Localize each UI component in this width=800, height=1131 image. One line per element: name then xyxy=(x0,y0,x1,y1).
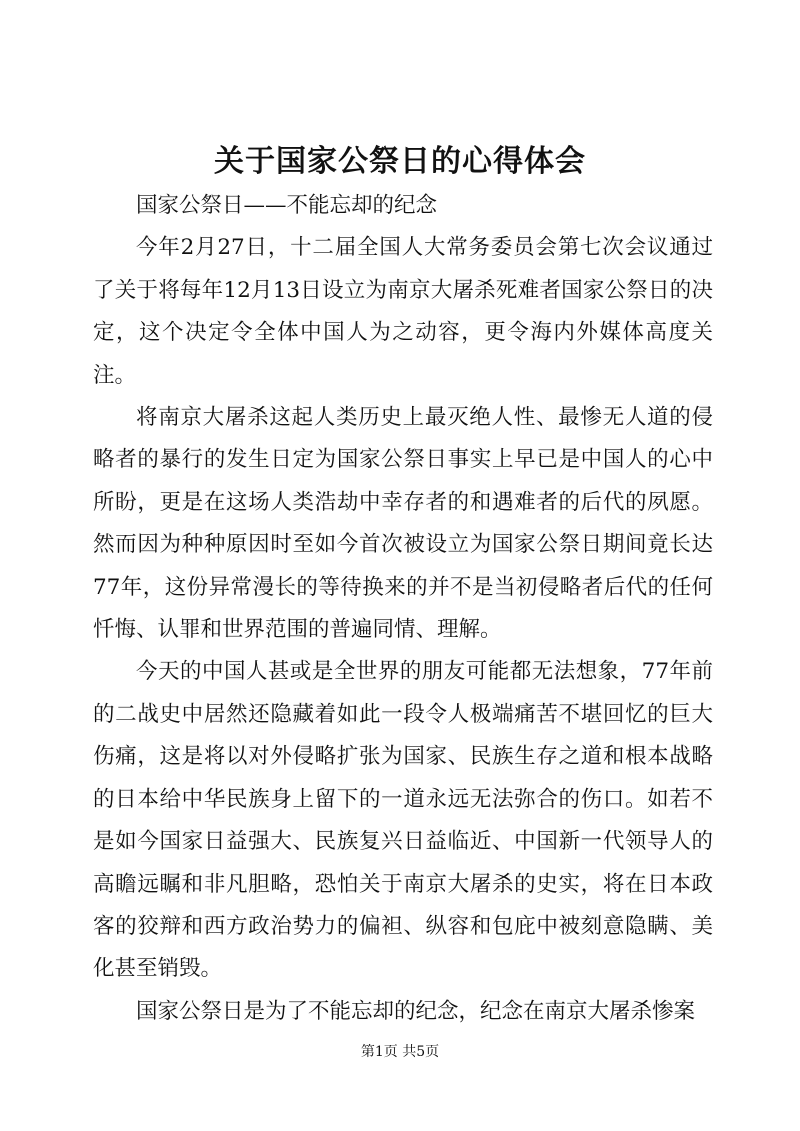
paragraph: 今年2月27日，十二届全国人大常务委员会第七次会议通过了关于将每年12月13日设立为南京大屠杀死难者国家公祭日的决定，这个决定令全体中国人为之动容，更令海内外媒体高度关注。 xyxy=(93,235,713,388)
document-title: 关于国家公祭日的心得体会 xyxy=(214,144,586,179)
paragraph: 今天的中国人甚或是全世界的朋友可能都无法想象，77年前的二战史中居然还隐藏着如此一段令人极端痛苦不堪回忆的巨大伤痛，这是将以对外侵略扩张为国家、民族生存之道和根本战略的日本给中华民族身上留下的一道永远无法弥合的伤口。如若不是如今国家日益强大、民族复兴日益临近、中国新一代领导人的高瞻远瞩和非凡胆略，恐怕关于南京大屠杀的史实，将在日本政客的狡辩和西方政治势力的偏袒、纵容和包庇中被刻意隐瞒、美化甚至销毁。 xyxy=(93,659,713,982)
page-number-footer: 第1页 共5页 xyxy=(360,1044,440,1060)
paragraph: 将南京大屠杀这起人类历史上最灭绝人性、最惨无人道的侵略者的暴行的发生日定为国家公祭日事实上早已是中国人的心中所盼，更是在这场人类浩劫中幸存者的和遇难者的后代的夙愿。然而因为种种原因时至如今首次被设立为国家公祭日期间竟长达77年，这份异常漫长的等待换来的并不是当初侵略者后代的任何忏悔、认罪和世界范围的普遍同情、理解。 xyxy=(93,405,713,643)
document-body xyxy=(93,185,713,1033)
paragraph: 国家公祭日是为了不能忘却的纪念，纪念在南京大屠杀惨案 xyxy=(136,998,696,1024)
paragraph-subtitle: 国家公祭日——不能忘却的纪念 xyxy=(136,193,438,218)
